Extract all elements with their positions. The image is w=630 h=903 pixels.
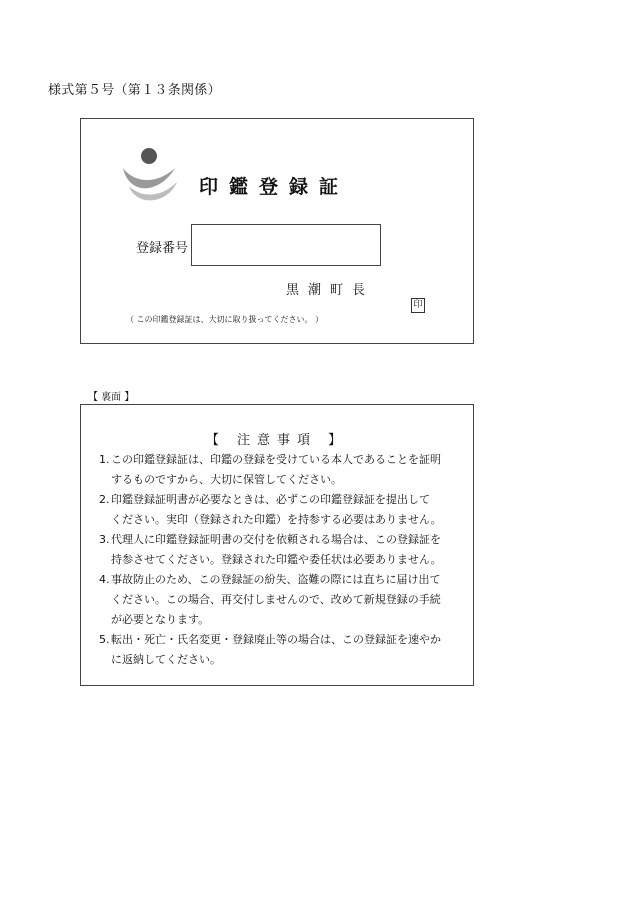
- note-text: 代理人に印鑑登録証明書の交付を依頼される場合は、この登録証を: [111, 533, 441, 546]
- note-line: [99, 590, 467, 610]
- care-note: （ この印鑑登録証は、大切に取り扱ってください。 ）: [126, 315, 324, 324]
- note-text: するものですから、大切に保管してください。: [111, 473, 342, 486]
- note-number: 5.: [99, 633, 110, 646]
- logo-dot: [141, 148, 157, 164]
- note-text: に返納してください。: [111, 653, 221, 666]
- note-text: ください。実印（登録された印鑑）を持参する必要はありません。: [111, 513, 442, 526]
- note-text: 事故防止のため、この登録証の紛失、盗難の際には直ちに届け出て: [111, 573, 441, 586]
- note-number: 4.: [99, 573, 110, 586]
- note-line: [99, 490, 467, 510]
- note-line: [99, 610, 467, 630]
- registration-card-back: [80, 404, 474, 686]
- note-line: [99, 630, 467, 650]
- registration-card-front: [80, 118, 474, 344]
- note-text: 印鑑登録証明書が必要なときは、必ずこの印鑑登録証を提出して: [111, 493, 430, 506]
- back-side-label: 【 裏面 】: [88, 392, 135, 403]
- note-line: [99, 530, 467, 550]
- registration-number-label: 登録番号: [136, 241, 189, 256]
- notes-title: 【 注意事項 】: [205, 433, 349, 448]
- note-line: [99, 450, 467, 470]
- note-line: [99, 510, 467, 530]
- seal-mark: 印: [411, 298, 425, 313]
- note-number: 1.: [99, 453, 110, 466]
- note-line: [99, 570, 467, 590]
- town-logo-icon: [119, 146, 179, 202]
- note-line: [99, 650, 467, 670]
- registration-number-field: [191, 224, 381, 266]
- note-number: 2.: [99, 493, 110, 506]
- note-number: 3.: [99, 533, 110, 546]
- note-text: が必要となります。: [111, 613, 210, 626]
- note-line: [99, 550, 467, 570]
- issuer-name: 黒潮町長: [286, 283, 375, 298]
- logo-wave-upper: [123, 168, 175, 188]
- note-line: [99, 470, 467, 490]
- form-number: 様式第５号（第１３条関係）: [48, 83, 221, 98]
- notes-list: [99, 450, 467, 670]
- note-text: 持参させてください。登録された印鑑や委任状は必要ありません。: [111, 553, 442, 566]
- note-text: ください。この場合、再交付しませんので、改めて新規登録の手続: [111, 593, 441, 606]
- note-text: この印鑑登録証は、印鑑の登録を受けている本人であることを証明: [111, 453, 441, 466]
- card-title: 印鑑登録証: [199, 176, 350, 198]
- note-text: 転出・死亡・氏名変更・登録廃止等の場合は、この登録証を速やか: [111, 633, 441, 646]
